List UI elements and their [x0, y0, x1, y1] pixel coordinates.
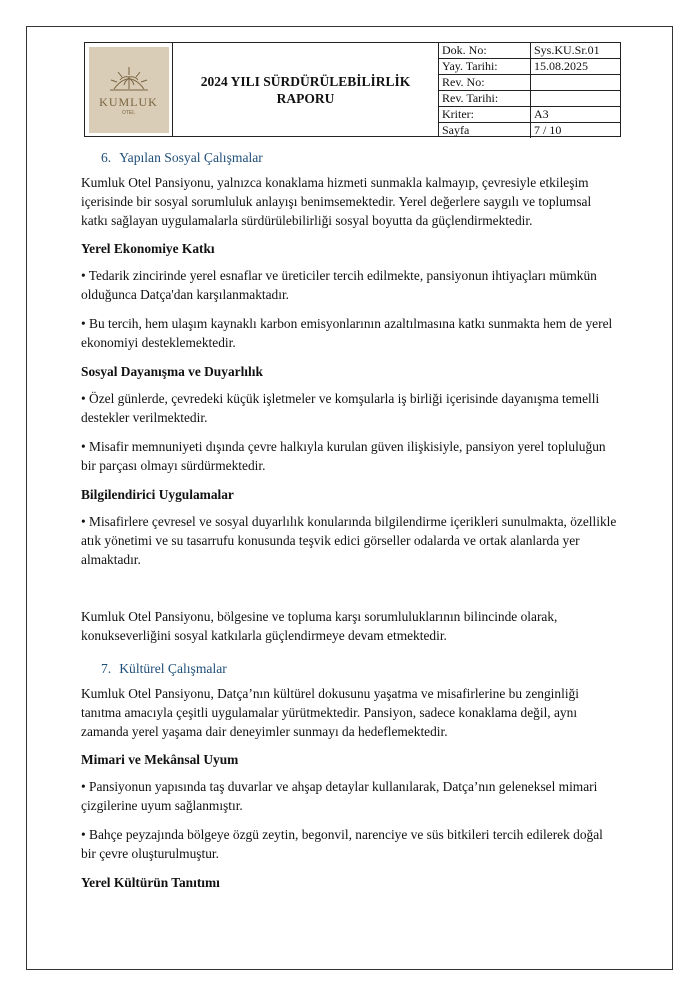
- page-content: [81, 148, 621, 900]
- bullet-item: • Bahçe peyzajında bölgeye özgü zeytin, begonvil, narenciye ve süs bitkileri tercih edilerek doğal bir çevre oluşturulmuştur.: [81, 827, 603, 861]
- document-header: [84, 42, 621, 137]
- bullet-item: • Tedarik zincirinde yerel esnaflar ve üreticiler tercih edilmekte, pansiyonun ihtiyaçları mümkün olduğunca Datça'dan karşılanmaktadır.: [81, 268, 597, 302]
- meta-row: [439, 43, 620, 59]
- logo-wordmark: KUMLUK: [99, 95, 158, 109]
- subheading-yerel-kultur: Yerel Kültürün Tanıtımı: [81, 875, 220, 890]
- meta-row: [439, 107, 620, 123]
- meta-value: Sys.KU.Sr.01: [534, 43, 600, 57]
- meta-value: 7 / 10: [534, 123, 562, 137]
- meta-row: [439, 91, 620, 107]
- section-number: 7.: [101, 661, 112, 676]
- meta-value: 15.08.2025: [534, 59, 588, 73]
- report-title: 2024 YILI SÜRDÜRÜLEBİLİRLİK RAPORU: [173, 43, 439, 136]
- bullet-item: • Bu tercih, hem ulaşım kaynaklı karbon emisyonlarının azaltılmasına katkı sunmakta hem de yerel ekonomiyi desteklemektedir.: [81, 316, 613, 350]
- meta-label: Kriter:: [439, 107, 531, 122]
- section-7-intro: Kumluk Otel Pansiyonu, Datça’nın kültürel dokusunu yaşatma ve misafirlerine bu zenginliği tanıtma amacıyla çeşitli uygulamalar yürütmektedir. Pansiyon, sadece konaklama değil, aynı zamanda yerel yaşama dair deneyimler sunmayı da hedeflemektedir.: [81, 686, 579, 739]
- section-title: Yapılan Sosyal Çalışmalar: [119, 150, 263, 165]
- subheading-yerel-ekonomi: Yerel Ekonomiye Katkı: [81, 241, 215, 256]
- meta-label: Yay. Tarihi:: [439, 59, 531, 74]
- section-title: Kültürel Çalışmalar: [119, 661, 227, 676]
- subheading-bilgilendirici: Bilgilendirici Uygulamalar: [81, 487, 234, 502]
- meta-value: A3: [534, 107, 549, 121]
- section-6-closing: Kumluk Otel Pansiyonu, bölgesine ve topluma karşı sorumluluklarının bilincinde olarak, konukseverliğini sosyal katkılarla güçlendirmeye devam etmektedir.: [81, 609, 558, 643]
- bullet-item: • Özel günlerde, çevredeki küçük işletmeler ve komşularla iş birliği içerisinde dayanışma temelli destekler verilmektedir.: [81, 391, 600, 425]
- meta-row: [439, 75, 620, 91]
- bullet-item: • Pansiyonun yapısında taş duvarlar ve ahşap detaylar kullanılarak, Datça’nın geleneksel mimari çizgilerine uyum sağlanmıştır.: [81, 779, 598, 813]
- meta-label: Dok. No:: [439, 43, 531, 58]
- document-meta-table: [439, 43, 620, 136]
- subheading-mimari: Mimari ve Mekânsal Uyum: [81, 752, 239, 767]
- section-6-intro: Kumluk Otel Pansiyonu, yalnızca konaklama hizmeti sunmakla kalmayıp, çevresiyle etkileşim içerisinde bir sosyal sorumluluk anlayışı benimsemektedir. Yerel değerlere saygılı ve toplumsal katkı sağlayan uygulamalarla sürdürülebilirliği sosyal boyutta da güçlendirmektedir.: [81, 175, 592, 228]
- meta-value: [531, 91, 620, 106]
- section-6-heading: [101, 148, 621, 167]
- meta-label: Rev. Tarihi:: [439, 91, 531, 106]
- subheading-sosyal-dayanisma: Sosyal Dayanışma ve Duyarlılık: [81, 364, 263, 379]
- spacer: [81, 579, 621, 607]
- bullet-item: • Misafir memnuniyeti dışında çevre halkıyla kurulan güven ilişkisiyle, pansiyon yerel topluluğun bir parçası olmayı sürdürmektedir.: [81, 439, 606, 473]
- sun-palm-icon: [106, 63, 152, 93]
- logo-subtext: OTEL: [121, 110, 136, 116]
- logo-cell: [85, 43, 173, 136]
- kumluk-logo: [89, 47, 169, 133]
- meta-value: [531, 75, 620, 90]
- meta-label: Rev. No:: [439, 75, 531, 90]
- bullet-item: • Misafirlere çevresel ve sosyal duyarlılık konularında bilgilendirme içerikleri sunulmakta, özellikle atık yönetimi ve su tasarrufu konusunda teşvik edici görseller odalarda ve ortak alanlarda yer almaktadır.: [81, 514, 617, 567]
- meta-row: [439, 123, 620, 138]
- section-number: 6.: [101, 150, 112, 165]
- meta-label: Sayfa: [439, 123, 531, 138]
- section-7-heading: [101, 659, 621, 678]
- meta-row: [439, 59, 620, 75]
